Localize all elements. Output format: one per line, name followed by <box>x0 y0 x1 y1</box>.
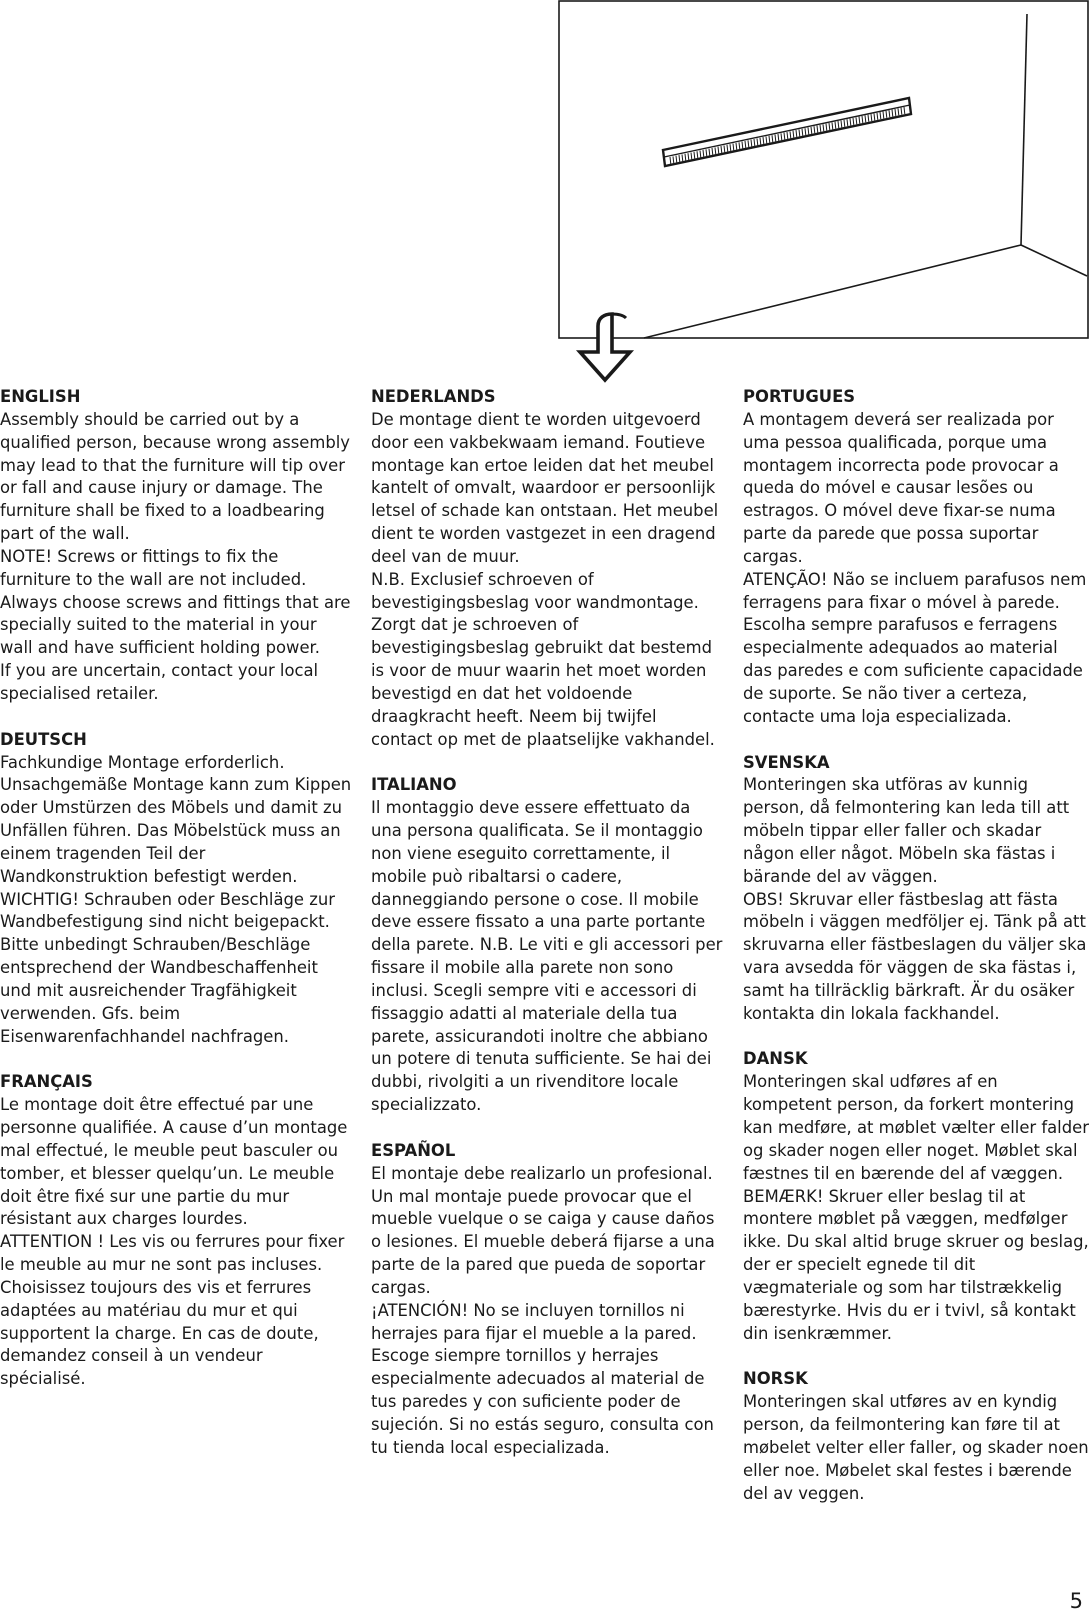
language-section-español <box>371 1140 723 1460</box>
language-section-deutsch <box>0 729 352 1049</box>
section-paragraph: Monteringen ska utföras av kunnig person, då felmontering kan leda till att möbeln tippar eller faller och skadar någon eller något. Möbeln ska fästas i bärande del av väggen. <box>743 775 1070 886</box>
section-heading: ESPAÑOL <box>371 1140 456 1160</box>
section-paragraph: Monteringen skal udføres af en kompetent person, da forkert montering kan medføre, at møblet vælter eller falder og skader nogen eller noget. Møblet skal fæstnes til en bærende del af væggen. <box>743 1072 1089 1183</box>
section-heading: PORTUGUES <box>743 387 856 406</box>
language-section-svenska <box>743 752 1089 1026</box>
section-paragraph: OBS! Skruvar eller fästbeslag att fästa möbeln i väggen medföljer ej. Tänk på att skruvarna eller fästbeslagen du väljer ska vara avsedda för väggen de ska fästas i, samt ha tillräcklig bärkraft. Är du osäker kontakta din lokala fackhandel. <box>743 889 1087 1023</box>
section-heading: DANSK <box>743 1049 808 1069</box>
illustration-frame <box>559 1 1088 338</box>
down-arrow-icon <box>574 312 636 384</box>
section-heading: FRANÇAIS <box>0 1072 93 1092</box>
section-heading: ENGLISH <box>0 387 81 406</box>
section-paragraph: ATTENTION ! Les vis ou ferrures pour fixer le meuble au mur ne sont pas incluses. Choisissez toujours des vis et ferrures adaptées au matériau du mur et qui supportent la charge. En cas de doute, demandez conseil à un vendeur spécialisé. <box>0 1232 345 1389</box>
section-paragraph: Monteringen skal utføres av en kyndig person, da feilmontering kan føre til at møbelet velter eller faller, og skader noen eller noe. Møbelet skal festes i bærende del av veggen. <box>743 1392 1089 1503</box>
section-heading: DEUTSCH <box>0 729 87 749</box>
section-paragraph: Le montage doit être effectué par une personne qualifiée. A cause d’un montage mal effectué, le meuble peut basculer ou tomber, et blesser quelqu’un. Le meuble doit être fixé sur une partie du mur résistant aux charges lourdes. <box>0 1095 348 1229</box>
section-heading: SVENSKA <box>743 752 830 772</box>
language-section-dansk <box>743 1048 1089 1345</box>
section-paragraph: Fachkundige Montage erforderlich. Unsachgemäße Montage kann zum Kippen oder Umstürzen des Möbels und damit zu Unfällen führen. Das Möbelstück muss an einem tragenden Teil der Wandkonstruktion befestigt werden. <box>0 752 352 886</box>
section-heading: NEDERLANDS <box>371 387 496 406</box>
section-paragraph: El montaje debe realizarlo un profesional. Un mal montaje puede provocar que el mueble vuelque o se caiga y cause daños o lesiones. El mueble deberá fijarse a una parte de la pared que pueda de soportar cargas. <box>371 1163 715 1297</box>
section-paragraph: BEMÆRK! Skruer eller beslag til at montere møblet på væggen, medfølger ikke. Du skal altid bruge skruer og beslag, der er specielt egnede til dit vægmateriale og som har tilstrækkelig bærestyrke. Hvis du er i tvivl, så kontakt din isenkræmmer. <box>743 1186 1089 1343</box>
section-paragraph: A montagem deverá ser realizada por uma pessoa qualificada, porque uma montagem incorrecta pode provocar a queda do móvel e causar lesões ou estragos. O móvel deve fixar-se numa parte da parede que possa suportar cargas. <box>743 409 1059 566</box>
section-paragraph: NOTE! Screws or fittings to fix the furniture to the wall are not included. Always choose screws and fittings that are specially suited to the material in your wall and have sufficient holding power. <box>0 546 351 658</box>
section-paragraph: ATENÇÃO! Não se incluem parafusos nem ferragens para fixar o móvel à parede. Escolha sempre parafusos e ferragens especialmente adequados ao material das paredes e com suficiente capacidade de suporte. Se não tiver a certeza, contacte uma loja especializada. <box>743 569 1087 726</box>
section-paragraph: N.B. Exclusief schroeven of bevestigingsbeslag voor wandmontage. Zorgt dat je schroeven of bevestigingsbeslag gebruikt dat bestemd is voor de muur waarin het moet worden bevestigd en dat het voldoende draagkracht heeft. Neem bij twijfel contact op met de plaatselijke vakhandel. <box>371 569 715 749</box>
right-wall-floor-line <box>1021 245 1087 276</box>
section-paragraph: Assembly should be carried out by a qualified person, because wrong assembly may lead to that the furniture will tip over or fall and cause injury or damage. The furniture shall be fixed to a loadbearing part of the wall. <box>0 409 350 544</box>
text-column-3 <box>743 386 1089 1528</box>
language-section-nederlands <box>371 386 723 752</box>
section-paragraph: De montage dient te worden uitgevoerd door een vakbekwaam iemand. Foutieve montage kan ertoe leiden dat het meubel kantelt of omvalt, waardoor er persoonlijk letsel of schade kan ontstaan. Het meubel dient te worden vastgezet in een dragend deel van de muur. <box>371 409 719 566</box>
section-paragraph: If you are uncertain, contact your local specialised retailer. <box>0 661 319 703</box>
section-heading: NORSK <box>743 1369 808 1389</box>
language-section-français <box>0 1071 352 1391</box>
section-paragraph: ¡ATENCIÓN! No se incluyen tornillos ni herrajes para fijar el mueble a la pared. Escoge siempre tornillos y herrajes especialmente adecuados al material de tus paredes y con suficiente poder de sujeción. Si no estás seguro, consulta con tu tienda local especializada. <box>371 1300 714 1457</box>
section-paragraph: Il montaggio deve essere effettuato da una persona qualificata. Se il montaggio non viene eseguito correttamente, il mobile può ribaltarsi o cadere, danneggiando persone o cose. Il mobile deve essere fissato a una parte portante della parete. N.B. Le viti e gli accessori per fissare il mobile alla parete non sono inclusi. Scegli sempre viti e accessori di fissaggio adatti al materiale della tua parete, assicurandoti inoltre che abbiano un potere di tenuta sufficiente. Se hai dei dubbi, rivolgiti a un rivenditore locale specializzato. <box>371 798 723 1115</box>
language-section-portugues <box>743 386 1089 729</box>
floor-line <box>644 245 1021 338</box>
language-section-english <box>0 386 352 706</box>
text-column-2 <box>371 386 723 1483</box>
section-paragraph: WICHTIG! Schrauben oder Beschläge zur Wandbefestigung sind nicht beigepackt. Bitte unbedingt Schrauben/Beschläge entsprechend der Wandbeschaffenheit und mit ausreichender Tragfähigkeit verwenden. Gfs. beim Eisenwarenfachhandel nachfragen. <box>0 889 335 1046</box>
page-number: 5 <box>1069 1589 1083 1613</box>
language-section-norsk <box>743 1368 1089 1505</box>
mounting-rail <box>663 98 911 166</box>
text-column-1 <box>0 386 352 1414</box>
wall-corner-line <box>1021 14 1027 245</box>
language-section-italiano <box>371 774 723 1117</box>
wall-mounting-rail-illustration <box>558 0 1089 340</box>
section-heading: ITALIANO <box>371 775 457 795</box>
